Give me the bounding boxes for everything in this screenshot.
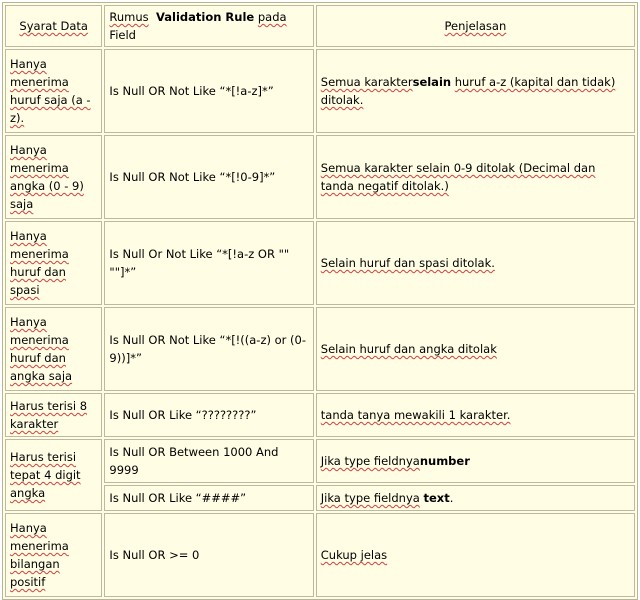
explanation-cell: Semua karakter selain 0-9 ditolak (Decimal dan tanda negatif ditolak.)	[316, 135, 635, 219]
validation-rules-table	[2, 2, 638, 600]
header-syarat-data: Syarat Data	[5, 5, 102, 47]
requirement-cell: Hanya menerima huruf dan angka saja	[5, 307, 102, 391]
table-row	[5, 513, 635, 597]
explanation-cell: tanda tanya mewakili 1 karakter.	[316, 393, 635, 437]
table-row	[5, 439, 635, 483]
formula-cell: Is Null OR Not Like “*[!0-9]*”	[104, 135, 313, 219]
table-row	[5, 307, 635, 391]
requirement-cell: Harus terisi tepat 4 digit angka	[5, 439, 102, 511]
header-rumus: Rumus Validation Rule pada Field	[104, 5, 313, 47]
requirement-cell: Hanya menerima huruf dan spasi	[5, 221, 102, 305]
formula-cell: Is Null Or Not Like “*[!a-z OR "" ""]*”	[104, 221, 313, 305]
requirement-cell: Hanya menerima huruf saja (a - z).	[5, 49, 102, 133]
table-row	[5, 49, 635, 133]
table-row	[5, 135, 635, 219]
requirement-cell: Hanya menerima bilangan positif	[5, 513, 102, 597]
explanation-cell: Selain huruf dan spasi ditolak.	[316, 221, 635, 305]
explanation-cell: Cukup jelas	[316, 513, 635, 597]
formula-cell: Is Null OR Not Like “*[!((a-z) or (0-9))]*”	[104, 307, 313, 391]
formula-cell: Is Null OR Not Like “*[!a-z]*”	[104, 49, 313, 133]
formula-cell: Is Null OR Between 1000 And 9999	[104, 439, 313, 483]
requirement-cell: Harus terisi 8 karakter	[5, 393, 102, 437]
explanation-cell: Jika type fieldnyanumber	[316, 439, 635, 483]
formula-cell: Is Null OR >= 0	[104, 513, 313, 597]
table-header-row	[5, 5, 635, 47]
table-row	[5, 221, 635, 305]
header-penjelasan: Penjelasan	[316, 5, 635, 47]
formula-cell: Is Null OR Like “????????”	[104, 393, 313, 437]
explanation-cell: Semua karakterselain huruf a-z (kapital dan tidak) ditolak.	[316, 49, 635, 133]
explanation-cell: Selain huruf dan angka ditolak	[316, 307, 635, 391]
explanation-cell: Jika type fieldnya text.	[316, 485, 635, 511]
formula-cell: Is Null OR Like “####”	[104, 485, 313, 511]
requirement-cell: Hanya menerima angka (0 - 9) saja	[5, 135, 102, 219]
table-row	[5, 393, 635, 437]
